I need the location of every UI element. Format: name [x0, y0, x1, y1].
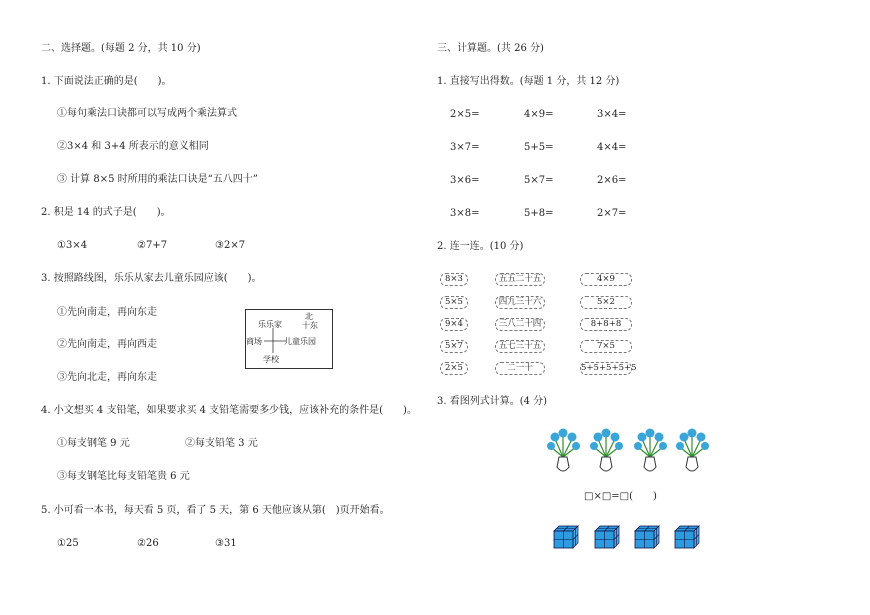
flower-vase-icon [589, 427, 623, 477]
question-3-option-2: ②先向南走，再向西走 [57, 339, 157, 350]
route-map [245, 309, 333, 369]
question-2-stem: 2. 积是 14 的式子是( )。 [41, 207, 171, 218]
match-mid-item[interactable]: 五七三十五 [495, 340, 545, 353]
map-school-label: 学校 [263, 355, 279, 364]
match-right-item[interactable]: 4×9 [580, 273, 632, 286]
question-3-option-1: ①先向南走，再向东走 [57, 307, 157, 318]
calc-q2-stem: 2. 连一连。(10 分) [437, 241, 524, 252]
question-3-stem: 3. 按照路线图，乐乐从家去儿童乐园应该( )。 [41, 273, 262, 284]
match-right-item[interactable]: 7×5 [580, 340, 632, 353]
question-5-stem: 5. 小可看一本书，每天看 5 页，看了 5 天，第 6 天他应该从第( )页开始看。 [41, 505, 390, 516]
picture-formula: □×□=□( ) [584, 491, 657, 502]
flower-vase-icon [633, 427, 667, 477]
map-park-label: 儿童乐园 [284, 337, 316, 346]
calc-q3-stem: 3. 看图列式计算。(4 分) [437, 396, 548, 407]
match-right-item[interactable]: 5+5+5+5+5 [581, 363, 637, 373]
calc-item: 5×7= [524, 175, 554, 186]
calc-item: 3×8= [450, 208, 480, 219]
section-title-calc: 三、计算题。(共 26 分) [437, 43, 544, 54]
cube-icon [553, 525, 579, 549]
cube-icon [634, 525, 660, 549]
match-mid-item[interactable]: 五五二十五 [495, 273, 545, 286]
calc-item: 5+5= [524, 142, 554, 153]
calc-item: 4×4= [597, 142, 627, 153]
calc-item: 2×7= [597, 208, 627, 219]
map-mall-label: 商场 [246, 337, 262, 346]
question-1-option-2: ②3×4 和 3+4 所表示的意义相同 [57, 141, 209, 152]
question-1-stem: 1. 下面说法正确的是( )。 [41, 76, 172, 87]
question-5-option-2: ②26 [137, 538, 159, 549]
question-2-option-1: ①3×4 [57, 240, 88, 251]
cube-icon [594, 525, 620, 549]
match-right-item[interactable]: 8+8+8 [580, 318, 632, 331]
map-home-label: 乐乐家 [258, 320, 282, 329]
match-left-item[interactable]: 8×3 [440, 273, 468, 286]
calc-item: 3×4= [597, 109, 627, 120]
calc-item: 2×6= [597, 175, 627, 186]
calc-item: 4×9= [524, 109, 554, 120]
question-4-option-3: ③每支钢笔比每支铅笔贵 6 元 [57, 471, 190, 482]
calc-item: 3×7= [450, 142, 480, 153]
match-left-item[interactable]: 2×5 [440, 362, 468, 375]
question-2-option-3: ③2×7 [215, 240, 246, 251]
match-left-item[interactable]: 9×4 [440, 318, 468, 331]
flower-vase-icon [546, 427, 580, 477]
map-north-label: 北 [305, 312, 313, 321]
match-mid-item[interactable]: 二一十 [495, 362, 545, 375]
calc-item: 5+8= [524, 208, 554, 219]
question-5-option-3: ③31 [215, 538, 237, 549]
calc-q1-stem: 1. 直接写出得数。(每题 1 分，共 12 分) [437, 76, 620, 87]
question-5-option-1: ①25 [57, 538, 79, 549]
question-3-option-3: ③先向北走，再向东走 [57, 372, 157, 383]
map-east-label: 十东 [302, 321, 318, 330]
match-mid-item[interactable]: 三八二十四 [495, 318, 545, 331]
calc-item: 3×6= [450, 175, 480, 186]
match-left-item[interactable]: 5×7 [440, 340, 468, 353]
section-title-choice: 二、选择题。(每题 2 分，共 10 分) [41, 43, 201, 54]
question-1-option-1: ①每句乘法口诀都可以写成两个乘法算式 [57, 108, 237, 119]
match-left-item[interactable]: 5×5 [440, 296, 468, 309]
match-right-item[interactable]: 5×2 [580, 296, 632, 309]
question-4-option-2: ②每支铅笔 3 元 [185, 438, 258, 449]
question-1-option-3: ③ 计算 8×5 时所用的乘法口诀是“五八四十” [57, 174, 258, 185]
question-2-option-2: ②7+7 [137, 240, 168, 251]
question-4-stem: 4. 小文想买 4 支铅笔，如果要求买 4 支铅笔需要多少钱，应该补充的条件是( )。 [41, 405, 417, 416]
question-4-option-1: ①每支钢笔 9 元 [57, 438, 130, 449]
flower-vase-icon [675, 427, 709, 477]
calc-item: 2×5= [450, 109, 480, 120]
cube-icon [674, 525, 700, 549]
match-mid-item[interactable]: 四九三十六 [495, 296, 545, 309]
